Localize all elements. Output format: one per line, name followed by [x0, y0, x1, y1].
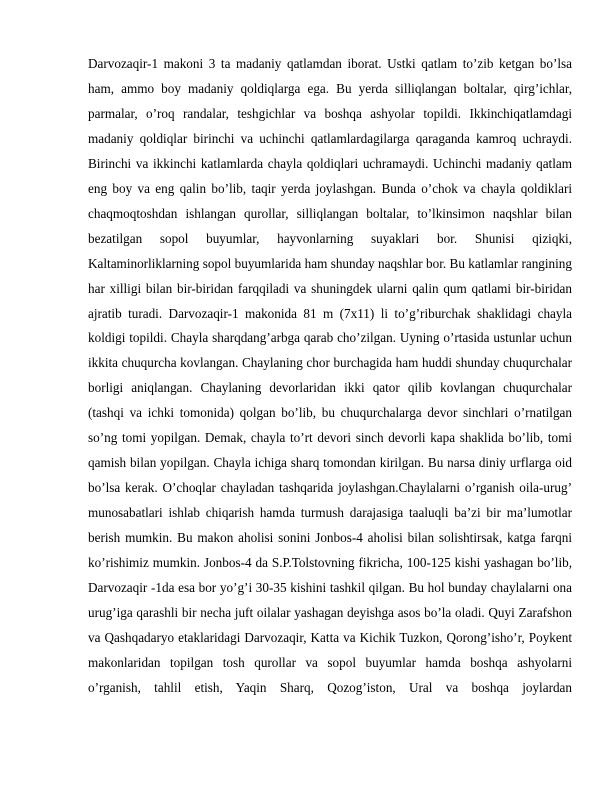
- body-paragraph: Darvozaqir-1 makoni 3 ta madaniy qatlamdan iborat. Ustki qatlam to’zib ketgan bo’lsa ham, ammo boy madaniy qoldiqlarga ega. Bu yerda silliqlangan boltalar, qirg’ichlar, parmalar, o’roq randalar, teshgichlar va boshqa ashyolar topildi. Ikkinchiqatlamdagi madaniy qoldiqlar birinchi va uchinchi qatlamlardagilarga qaraganda kamroq uchraydi. Birinchi va ikkinchi katlamlarda chayla qoldiqlari uchramaydi. Uchinchi madaniy qatlam eng boy va eng qalin bo’lib, taqir yerda joylashgan. Bunda o’chok va chayla qoldiklari chaqmoqtoshdan ishlangan qurollar, silliqlangan boltalar, to’lkinsimon naqshlar bilan bezatilgan sopol buyumlar, hayvonlarning suyaklari bor. Shunisi qiziqki, Kaltaminorliklarning sopol buyumlarida ham shunday naqshlar bor. Bu katlamlar rangining har xilligi bilan bir-biridan farqqiladi va shuningdek ularni qalin qum qatlami bir-biridan ajratib turadi. Darvozaqir-1 makonida 81 m (7x11) li to’g’riburchak shaklidagi chayla koldigi topildi. Chayla sharqdang’arbga qarab cho’zilgan. Uyning o’rtasida ustunlar uchun ikkita chuqurcha kovlangan. Chaylaning chor burchagida ham huddi shunday chuqurchalar borligi aniqlangan. Chaylaning devorlaridan ikki qator qilib kovlangan chuqurchalar (tashqi va ichki tomonida) qolgan bo’lib, bu chuqurchalarga devor sinchlari o’rnatilgan so’ng tomi yopilgan. Demak, chayla to’rt devori sinch devorli kapa shaklida bo’lib, tomi qamish bilan yopilgan. Chayla ichiga sharq tomondan kirilgan. Bu narsa diniy urflarga oid bo’lsa kerak. O’choqlar chayladan tashqarida joylashgan.Chaylalarni o’rganish oila-urug’ munosabatlari ishlab chiqarish hamda turmush darajasiga taaluqli ba’zi bir ma’lumotlar berish mumkin. Bu makon aholisi sonini Jonbos-4 aholisi bilan solishtirsak, katga farqni ko’rishimiz mumkin. Jonbos-4 da S.P.Tolstovning fikricha, 100-125 kishi yashagan bo’lib, Darvozaqir -1da esa bor yo’g’i 30-35 kishini tashkil qilgan. Bu hol bunday chaylalarni ona urug’iga qarashli bir necha juft oilalar yashagan deyishga asos bo’la oladi. Quyi Zarafshon va Qashqadaryo etaklaridagi Darvozaqir, Katta va Kichik Tuzkon, Qorong’isho’r, Poykent makonlaridan topilgan tosh qurollar va sopol buyumlar hamda boshqa ashyolarni o’rganish, tahlil etish, Yaqin Sharq, Qozog’iston, Ural va boshqa joylardan: [88, 56, 572, 695]
